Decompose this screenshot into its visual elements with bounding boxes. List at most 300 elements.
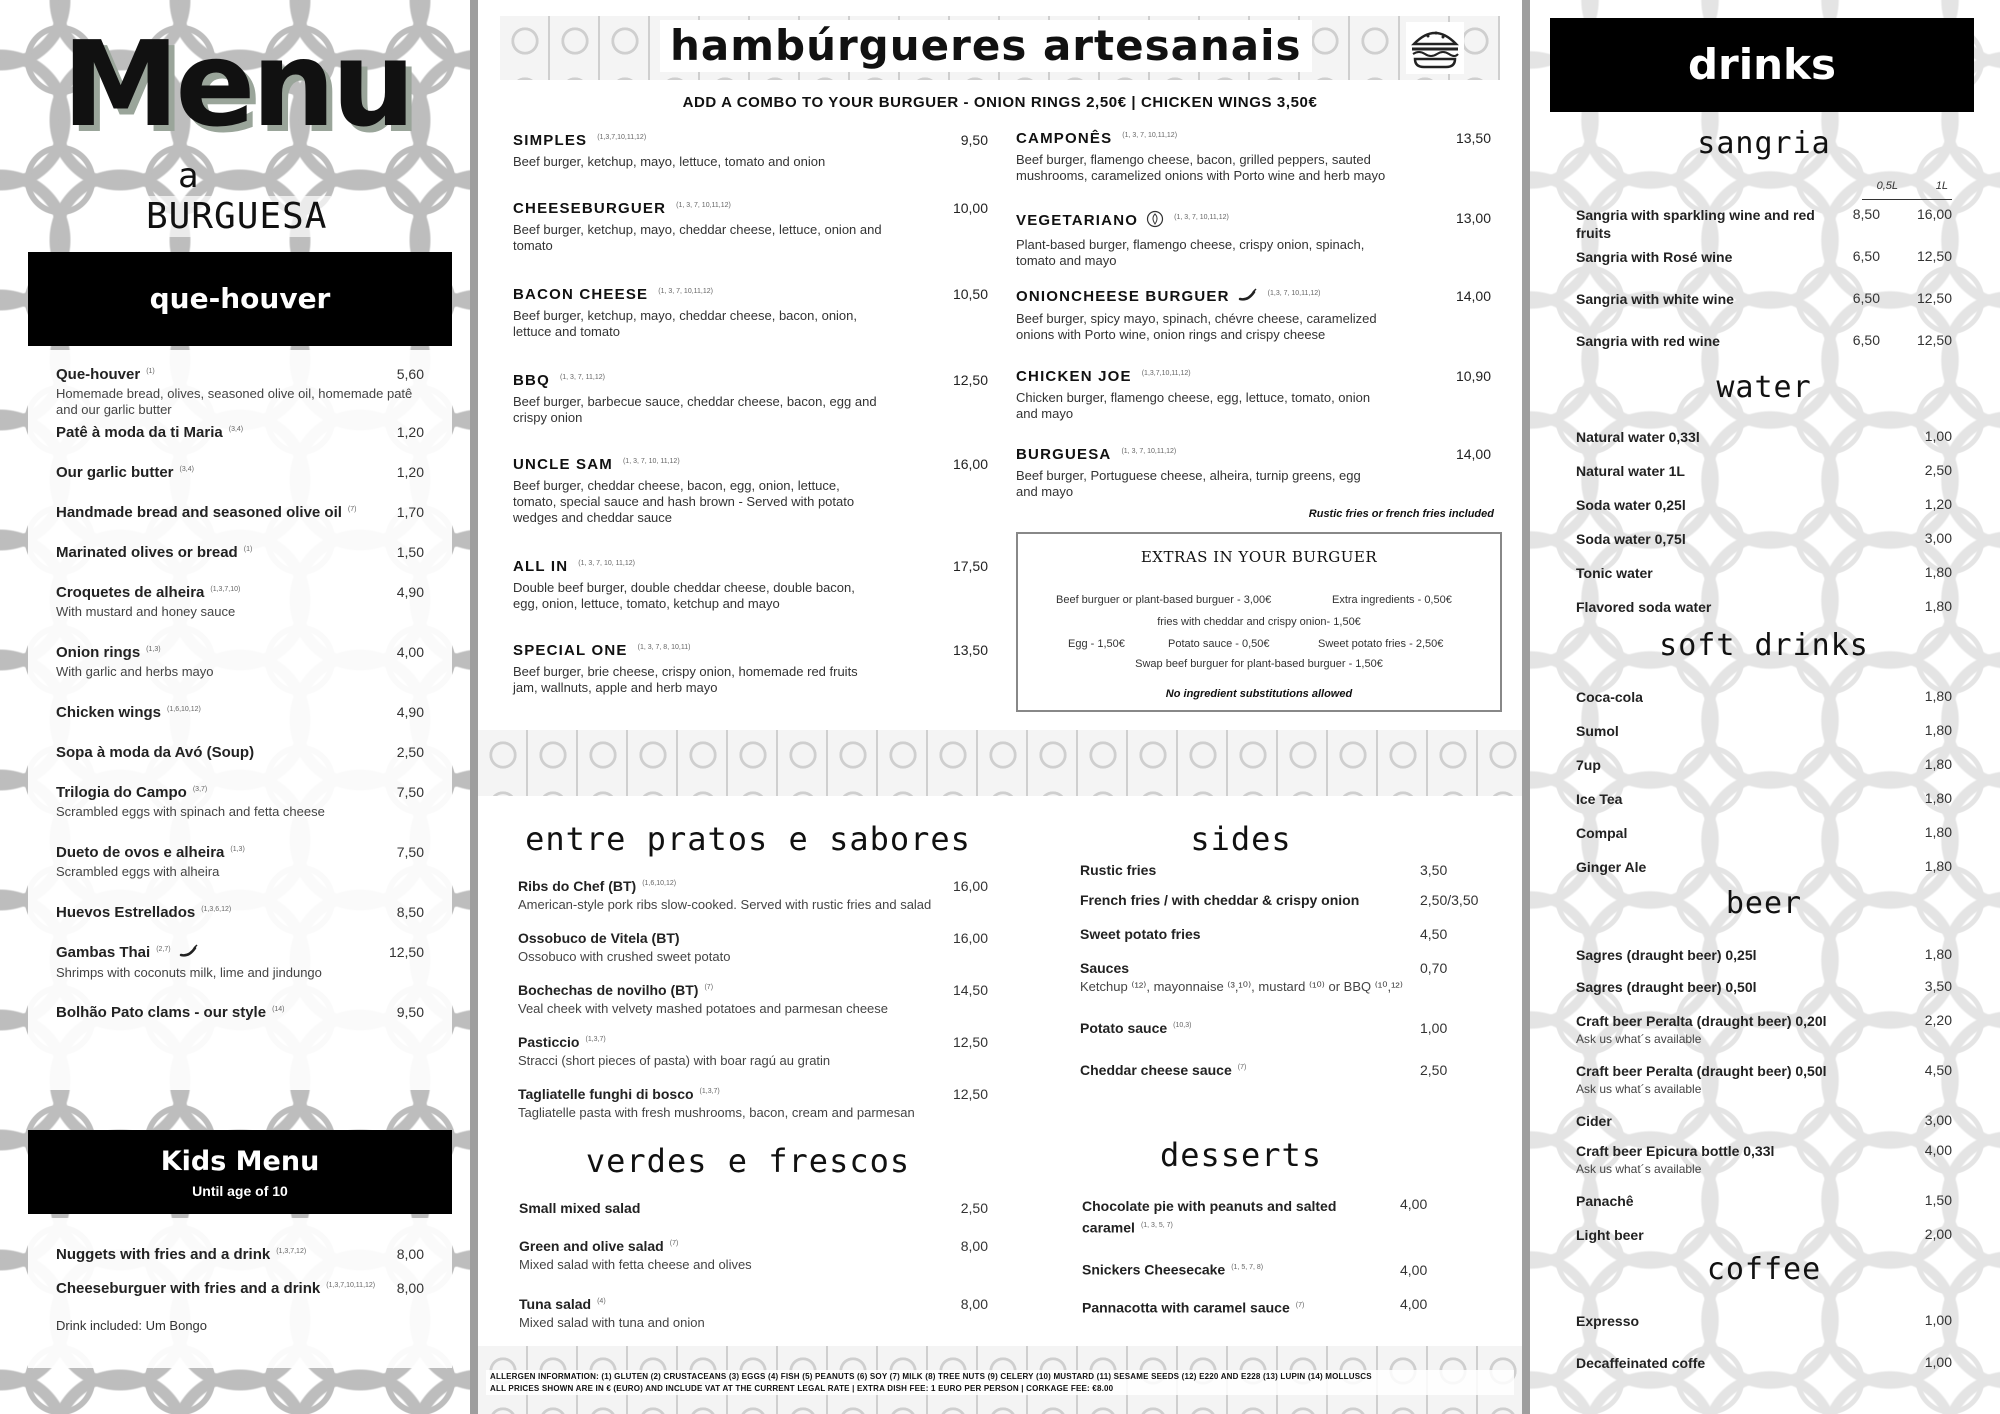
drinks-banner	[1550, 18, 1974, 112]
size-small: 0,5L	[1876, 180, 1898, 192]
entre-title: entre pratos e sabores	[525, 820, 971, 858]
drink-name: Flavored soda water	[1576, 599, 1712, 615]
item-price: 1,50	[396, 544, 424, 560]
allergen-code: (1, 5, 7, 8)	[1231, 1264, 1264, 1271]
burgers-title: hambúrgueres artesanais	[660, 20, 1312, 72]
item-price: 8,00	[396, 1246, 424, 1262]
allergen-code: (1, 3, 7, 10, 11,12)	[622, 458, 680, 465]
item-name: Pannacotta with caramel sauce	[1082, 1299, 1290, 1316]
list-item	[1576, 1142, 1952, 1176]
burger-item	[1016, 446, 1491, 500]
extras-note: No ingredient substitutions allowed	[1165, 688, 1353, 700]
item-price: 3,50	[1420, 862, 1448, 878]
item-price: 7,50	[396, 844, 424, 860]
drink-price: 2,00	[1924, 1226, 1952, 1242]
allergen-code: (3,4)	[228, 426, 244, 433]
combo-line: ADD A COMBO TO YOUR BURGUER - ONION RINGS 2,50€ | CHICKEN WINGS 3,50€	[682, 94, 1318, 111]
allergen-code: (1,3,7)	[585, 1036, 606, 1044]
list-item	[1576, 1062, 1952, 1096]
allergen-code: (1, 3, 7, 10,11,12)	[658, 288, 713, 295]
item-price: 4,00	[1400, 1296, 1428, 1312]
list-item	[1576, 1312, 1952, 1330]
burgers-left-column	[513, 130, 988, 720]
list-item	[1576, 824, 1952, 842]
burger-name: ONIONCHEESE BURGUER	[1016, 288, 1230, 305]
item-name: Bochechas de novilho (BT)	[518, 982, 699, 998]
item-name: Pasticcio	[518, 1034, 580, 1050]
desserts-title: desserts	[1159, 1136, 1323, 1174]
list-item	[56, 424, 424, 441]
item-name: Onion rings	[56, 644, 141, 661]
burger-item	[1016, 288, 1491, 343]
chili-icon	[1238, 288, 1258, 306]
extras-line1a: Beef burguer or plant-based burguer - 3,00€	[1056, 594, 1272, 606]
verdes-list	[519, 1198, 988, 1338]
burger-name: ALL IN	[513, 558, 569, 575]
drink-name: Ginger Ale	[1576, 859, 1647, 875]
extras-line3b: Potato sauce - 0,50€	[1168, 638, 1270, 650]
drink-price: 4,00	[1924, 1142, 1952, 1158]
allergen-code: (3,4)	[179, 466, 194, 473]
drink-price-large: 12,50	[1916, 332, 1952, 348]
item-price: 4,50	[1420, 926, 1448, 942]
drink-name: Natural water 1L	[1576, 463, 1685, 479]
item-description: Veal cheek with velvety mashed potatoes and parmesan cheese	[518, 1001, 889, 1016]
burger-description: Beef burger, brie cheese, crispy onion, homemade red fruits jam, wallnuts, apple and herb mayo	[513, 664, 858, 695]
kids-note: Drink included: Um Bongo	[56, 1318, 208, 1333]
burger-name: BBQ	[513, 372, 550, 389]
item-price: 0,70	[1420, 960, 1448, 976]
burger-item	[513, 372, 988, 426]
item-price: 8,50	[396, 904, 424, 920]
allergen-code: (1,3, 7, 10,11,12)	[1267, 290, 1321, 297]
burger-price: 10,90	[1455, 368, 1491, 384]
allergen-code: (1, 3, 7, 10,11,12)	[1174, 213, 1229, 221]
allergen-code: (1)	[146, 368, 155, 375]
quehouver-title: que-houver	[149, 282, 331, 315]
tile-strip	[478, 730, 1522, 796]
allergen-code: (1)	[243, 546, 253, 553]
burger-description: Double beef burger, double cheddar cheese, double bacon, egg, onion, lettuce, tomato, ketchup and mayo	[513, 580, 855, 611]
allergen-code: (1,3,7,10,11,12)	[597, 134, 647, 141]
item-description: Scrambled eggs with alheira	[56, 864, 220, 879]
burger-description: Beef burger, ketchup, mayo, lettuce, tomato and onion	[513, 154, 826, 169]
list-item	[1576, 1112, 1952, 1130]
list-item	[519, 1296, 988, 1331]
list-item	[56, 504, 424, 521]
item-name: Chicken wings	[56, 704, 162, 721]
allergen-code: (7)	[347, 506, 357, 513]
burger-price: 10,00	[952, 200, 988, 216]
drink-name: Ice Tea	[1576, 791, 1623, 807]
allergen-code: (1,3,7,12)	[276, 1248, 307, 1255]
drink-note: Ask us what´s available	[1576, 1032, 1702, 1046]
item-description: Shrimps with coconuts milk, lime and jindungo	[56, 965, 322, 981]
burger-item	[513, 132, 988, 170]
list-item	[1080, 1020, 1480, 1036]
list-item	[56, 704, 424, 721]
drink-price: 4,50	[1924, 1062, 1952, 1078]
allergen-code: (3,7)	[192, 786, 208, 793]
drink-name: Natural water 0,33l	[1576, 429, 1700, 445]
item-description: With garlic and herbs mayo	[56, 664, 214, 679]
item-price: 1,70	[396, 504, 424, 520]
kids-item-name: Nuggets with fries and a drink	[56, 1246, 271, 1263]
extras-box	[1016, 532, 1502, 712]
list-item	[518, 1086, 988, 1121]
center-panel	[478, 0, 1522, 1414]
list-item	[1080, 1062, 1480, 1078]
desserts-list	[1082, 1194, 1452, 1324]
drink-name: Craft beer Epicura bottle 0,33l	[1576, 1143, 1775, 1159]
item-price: 12,50	[952, 1086, 988, 1102]
item-description: Homemade bread, olives, seasoned olive oil, homemade patê and our garlic butter	[56, 386, 413, 417]
burger-icon	[1406, 22, 1464, 79]
burger-description: Plant-based burger, flamengo cheese, crispy onion, spinach, tomato and mayo	[1016, 237, 1365, 268]
item-name: Marinated olives or bread	[56, 544, 238, 561]
burger-name: BURGUESA	[1016, 446, 1112, 463]
burger-description: Beef burger, spicy mayo, spinach, chévre cheese, caramelized onions with Porto wine, onion rings and crispy cheese	[1016, 311, 1377, 343]
list-item	[56, 544, 424, 561]
burger-price: 12,50	[952, 372, 988, 388]
item-description: American-style pork ribs slow-cooked. Served with rustic fries and salad	[518, 897, 932, 912]
drink-name: Cider	[1576, 1113, 1612, 1129]
burger-description: Beef burger, ketchup, mayo, cheddar cheese, lettuce, onion and tomato	[513, 222, 882, 253]
burger-price: 13,50	[1455, 130, 1491, 146]
allergen-code: (1,6,10,12)	[642, 880, 677, 888]
item-name: Tagliatelle funghi di bosco	[518, 1086, 694, 1102]
burger-item	[1016, 130, 1491, 184]
item-description: Mixed salad with tuna and onion	[519, 1315, 705, 1330]
list-item	[56, 1280, 424, 1297]
allergen-code: (7)	[1237, 1064, 1247, 1072]
leaf-badge-icon	[1146, 210, 1164, 232]
burgers-right-column	[1016, 126, 1491, 526]
drink-price-small: 6,50	[1852, 290, 1880, 306]
drink-name: Tonic water	[1576, 565, 1653, 581]
item-price: 4,00	[1400, 1196, 1428, 1212]
drink-name: Coca-cola	[1576, 689, 1643, 705]
drink-price: 2,20	[1924, 1012, 1952, 1028]
list-item	[1576, 790, 1952, 808]
item-description: Ketchup ⁽¹²⁾, mayonnaise ⁽³,¹⁰⁾, mustard ⁽¹⁰⁾ or BBQ ⁽¹⁰,¹²⁾	[1080, 979, 1403, 994]
item-name: French fries / with cheddar & crispy onion	[1080, 892, 1360, 908]
item-name: Sweet potato fries	[1080, 926, 1201, 942]
extras-title: EXTRAS IN YOUR BURGUER	[1140, 548, 1378, 566]
drink-name: Sumol	[1576, 723, 1619, 739]
item-name: Ossobuco de Vitela (BT)	[518, 930, 680, 946]
drink-name: Light beer	[1576, 1227, 1644, 1243]
drink-name: Sangria with red wine	[1576, 333, 1720, 349]
list-item	[1576, 290, 1952, 308]
item-price: 4,00	[396, 644, 424, 660]
drink-name: Panachê	[1576, 1193, 1634, 1209]
drink-price: 1,80	[1924, 790, 1952, 806]
burger-description: Beef burger, ketchup, mayo, cheddar cheese, bacon, onion, lettuce and tomato	[513, 308, 858, 339]
list-item	[519, 1200, 988, 1216]
footer-band	[478, 1346, 1522, 1414]
item-description: Scrambled eggs with spinach and fetta cheese	[56, 804, 325, 819]
burger-item	[513, 558, 988, 612]
list-item	[518, 930, 988, 965]
allergen-code: (1,3,7,10,11,12)	[326, 1282, 376, 1289]
list-item	[1576, 530, 1952, 548]
list-item	[56, 366, 424, 418]
allergen-info: ALLERGEN INFORMATION: (1) GLUTEN (2) CRUSTACEANS (3) EGGS (4) FISH (5) PEANUTS (6) SOY (7) MILK (8) TREE NUTS (9) CELERY (10) MUSTARD (11) SESAME SEEDS (12) E220 AND E228 (13) LUPIN (14) MOLLUSCS	[490, 1372, 1372, 1381]
item-name: Huevos Estrellados	[56, 904, 196, 921]
burger-item	[1016, 210, 1491, 269]
size-large: 1L	[1935, 180, 1948, 192]
item-price: 8,00	[960, 1296, 988, 1312]
drink-price-large: 16,00	[1916, 206, 1952, 222]
sangria-title: sangria	[1697, 126, 1831, 161]
drink-price: 1,80	[1924, 564, 1952, 580]
item-description: Mixed salad with fetta cheese and olives	[519, 1257, 752, 1272]
allergen-code: (14)	[272, 1006, 285, 1013]
list-item	[1576, 978, 1952, 996]
item-price: 1,20	[396, 424, 424, 440]
burger-price: 9,50	[960, 132, 988, 148]
burger-name: SPECIAL ONE	[513, 642, 628, 659]
item-name: Gambas Thai	[56, 944, 151, 961]
allergen-code: (1,3)	[230, 846, 245, 853]
extras-line3a: Egg - 1,50€	[1068, 638, 1125, 650]
item-price: 2,50	[960, 1200, 988, 1216]
list-item	[518, 878, 988, 913]
item-price: 7,50	[396, 784, 424, 800]
item-price: 8,00	[396, 1280, 424, 1296]
fries-note: Rustic fries or french fries included	[1308, 508, 1494, 520]
item-price: 8,00	[960, 1238, 988, 1254]
allergen-code: (7)	[669, 1240, 679, 1248]
drink-name: Expresso	[1576, 1313, 1640, 1329]
burger-price: 10,50	[952, 286, 988, 302]
drink-name: Craft beer Peralta (draught beer) 0,20l	[1576, 1013, 1827, 1029]
burger-name: CAMPONÊS	[1016, 130, 1113, 147]
extras-line2: fries with cheddar and crispy onion- 1,50€	[1157, 616, 1361, 628]
list-item	[1080, 960, 1480, 995]
list-item	[1080, 862, 1480, 878]
item-price: 5,60	[396, 366, 424, 382]
drink-price: 1,00	[1924, 1354, 1952, 1370]
item-price: 4,00	[1400, 1262, 1428, 1278]
list-item	[1576, 688, 1952, 706]
list-item	[518, 982, 988, 1017]
allergen-code: (4)	[597, 1298, 606, 1306]
drink-price: 3,00	[1924, 1112, 1952, 1128]
drink-price-small: 6,50	[1852, 332, 1880, 348]
drink-name: Sagres (draught beer) 0,50l	[1576, 979, 1757, 995]
item-price: 12,50	[388, 944, 424, 960]
item-name: Croquetes de alheira	[56, 584, 205, 601]
list-item	[1576, 206, 1952, 242]
allergen-code: (1, 3, 7, 11,12)	[559, 374, 605, 381]
drink-note: Ask us what´s available	[1576, 1162, 1702, 1176]
kids-banner	[28, 1130, 452, 1214]
drink-name: Soda water 0,75l	[1576, 531, 1686, 547]
burger-price: 16,00	[952, 456, 988, 472]
item-name: Our garlic butter	[56, 464, 174, 481]
drink-price-large: 12,50	[1916, 248, 1952, 264]
brand-title: Menu	[62, 15, 412, 153]
drink-price: 1,80	[1924, 858, 1952, 874]
burger-price: 14,00	[1455, 446, 1491, 462]
list-item	[56, 644, 424, 680]
list-item	[1082, 1196, 1452, 1238]
list-item	[1080, 926, 1480, 942]
extras-line4: Swap beef burguer for plant-based burguer - 1,50€	[1135, 658, 1383, 670]
drinks-title: drinks	[1687, 40, 1836, 89]
drink-name: Sangria with sparkling wine and red fruits	[1576, 207, 1815, 241]
allergen-code: (2,7)	[156, 946, 171, 953]
item-price: 16,00	[952, 930, 988, 946]
brand-sub-name: BURGUESA	[142, 196, 331, 237]
list-item	[1576, 946, 1952, 964]
softdrinks-title: soft drinks	[1659, 628, 1869, 663]
drink-price: 1,80	[1924, 824, 1952, 840]
item-name: Chocolate pie with peanuts and salted caramel	[1082, 1198, 1337, 1236]
item-price: 16,00	[952, 878, 988, 894]
list-item	[519, 1238, 988, 1273]
item-name: Bolhão Pato clams - our style	[56, 1004, 267, 1021]
item-name: Handmade bread and seasoned olive oil	[56, 504, 342, 521]
quehouver-list	[28, 350, 452, 1090]
drink-price: 1,50	[1924, 1192, 1952, 1208]
list-item	[1082, 1258, 1452, 1280]
drink-name: Craft beer Peralta (draught beer) 0,50l	[1576, 1063, 1827, 1079]
burger-item	[513, 286, 988, 340]
drink-name: Compal	[1576, 825, 1628, 841]
allergen-code: (1,6,10,12)	[167, 706, 201, 713]
list-item	[1576, 722, 1952, 740]
allergen-code: (1,3,7,10,11,12)	[1141, 370, 1191, 377]
item-name: Tuna salad	[519, 1296, 592, 1312]
list-item	[56, 944, 424, 981]
allergen-code: (1, 3, 7, 10,11,12)	[676, 202, 731, 209]
entre-list	[518, 876, 988, 1126]
right-panel	[1522, 0, 2000, 1414]
list-item	[1080, 892, 1480, 908]
quehouver-banner	[28, 252, 452, 346]
item-name: Trilogia do Campo	[56, 784, 187, 801]
list-item	[56, 784, 424, 820]
allergen-code: (1, 3, 5, 7)	[1140, 1222, 1173, 1229]
list-item	[1576, 564, 1952, 582]
list-item	[56, 904, 424, 921]
burger-item	[513, 642, 988, 696]
drink-price: 1,80	[1924, 688, 1952, 704]
allergen-code: (1,3,6,12)	[201, 906, 232, 913]
sides-title: sides	[1190, 820, 1292, 858]
kids-title: Kids Menu	[160, 1146, 320, 1177]
item-name: Sopa à moda da Avó (Soup)	[56, 744, 255, 761]
allergen-code: (1, 3, 7, 10, 11,12)	[578, 560, 635, 567]
item-name: Snickers Cheesecake	[1082, 1261, 1226, 1278]
brand-sub-a: a	[178, 156, 199, 196]
burger-description: Beef burger, flamengo cheese, bacon, grilled peppers, sauted mushrooms, caramelized onions with Porto wine and herb mayo	[1016, 152, 1386, 183]
list-item	[1576, 1012, 1952, 1046]
allergen-code: (7)	[1295, 1302, 1305, 1309]
item-description: With mustard and honey sauce	[56, 604, 236, 619]
item-price: 4,90	[396, 704, 424, 720]
drink-price: 1,20	[1924, 496, 1952, 512]
burger-name: CHICKEN JOE	[1016, 368, 1132, 385]
item-name: Ribs do Chef (BT)	[518, 878, 637, 894]
kids-subtitle: Until age of 10	[192, 1183, 288, 1199]
item-price: 2,50	[1420, 1062, 1448, 1078]
drink-name: Soda water 0,25l	[1576, 497, 1686, 513]
item-price: 1,20	[396, 464, 424, 480]
burger-price: 13,50	[952, 642, 988, 658]
burger-price: 13,00	[1455, 210, 1491, 226]
brand-logo	[20, 10, 458, 240]
allergen-code: (1, 3, 7, 10,11,12)	[1121, 448, 1177, 455]
drink-price: 3,50	[1924, 978, 1952, 994]
list-item	[1576, 462, 1952, 480]
allergen-code: (1,3,7)	[699, 1088, 720, 1096]
item-price: 4,90	[396, 584, 424, 600]
burger-description: Chicken burger, flamengo cheese, egg, lettuce, tomato, onion and mayo	[1016, 390, 1371, 421]
allergen-code: (1, 3, 7, 8, 10,11)	[637, 644, 691, 651]
allergen-code: (10,3)	[1173, 1022, 1192, 1030]
allergen-code: (1,3)	[146, 646, 161, 653]
list-item	[1576, 1226, 1952, 1244]
list-item	[56, 844, 424, 880]
item-price: 12,50	[952, 1034, 988, 1050]
item-name: Green and olive salad	[519, 1238, 664, 1254]
chili-icon	[179, 944, 199, 962]
item-name: Potato sauce	[1080, 1020, 1168, 1036]
burgers-header	[500, 16, 1500, 80]
drink-name: Decaffeinated coffe	[1576, 1355, 1706, 1371]
beer-title: beer	[1725, 886, 1803, 921]
item-name: Dueto de ovos e alheira	[56, 844, 225, 861]
left-panel	[0, 0, 478, 1414]
burger-item	[513, 200, 988, 254]
kids-item-name: Cheeseburguer with fries and a drink	[56, 1280, 321, 1297]
list-item	[1576, 598, 1952, 616]
sides-list	[1080, 862, 1480, 1102]
burger-description: Beef burger, barbecue sauce, cheddar cheese, bacon, egg and crispy onion	[513, 394, 877, 425]
extras-line1b: Extra ingredients - 0,50€	[1332, 594, 1452, 606]
drink-price-small: 6,50	[1852, 248, 1880, 264]
list-item	[1576, 496, 1952, 514]
kids-list	[28, 1218, 452, 1368]
burger-name: UNCLE SAM	[513, 456, 613, 473]
list-item	[56, 1004, 424, 1021]
coffee-title: coffee	[1706, 1252, 1822, 1287]
item-price: 14,50	[952, 982, 988, 998]
list-item	[56, 744, 424, 761]
allergen-code: (1,3,7,10)	[210, 586, 241, 593]
item-price: 2,50/3,50	[1420, 892, 1479, 908]
burger-name: SIMPLES	[513, 132, 588, 149]
drink-price: 1,80	[1924, 722, 1952, 738]
list-item	[1082, 1296, 1452, 1318]
drink-price: 1,00	[1924, 1312, 1952, 1328]
drink-price-large: 12,50	[1916, 290, 1952, 306]
item-name: Cheddar cheese sauce	[1080, 1062, 1232, 1078]
burger-name: CHEESEBURGUER	[513, 200, 667, 217]
item-price: 2,50	[396, 744, 424, 760]
item-description: Ossobuco with crushed sweet potato	[518, 949, 731, 964]
extras-line3c: Sweet potato fries - 2,50€	[1318, 638, 1444, 650]
item-name: Sauces	[1080, 960, 1130, 976]
drink-price: 1,00	[1924, 428, 1952, 444]
list-item	[1576, 332, 1952, 350]
verdes-title: verdes e frescos	[585, 1142, 911, 1180]
drink-price: 1,80	[1924, 756, 1952, 772]
